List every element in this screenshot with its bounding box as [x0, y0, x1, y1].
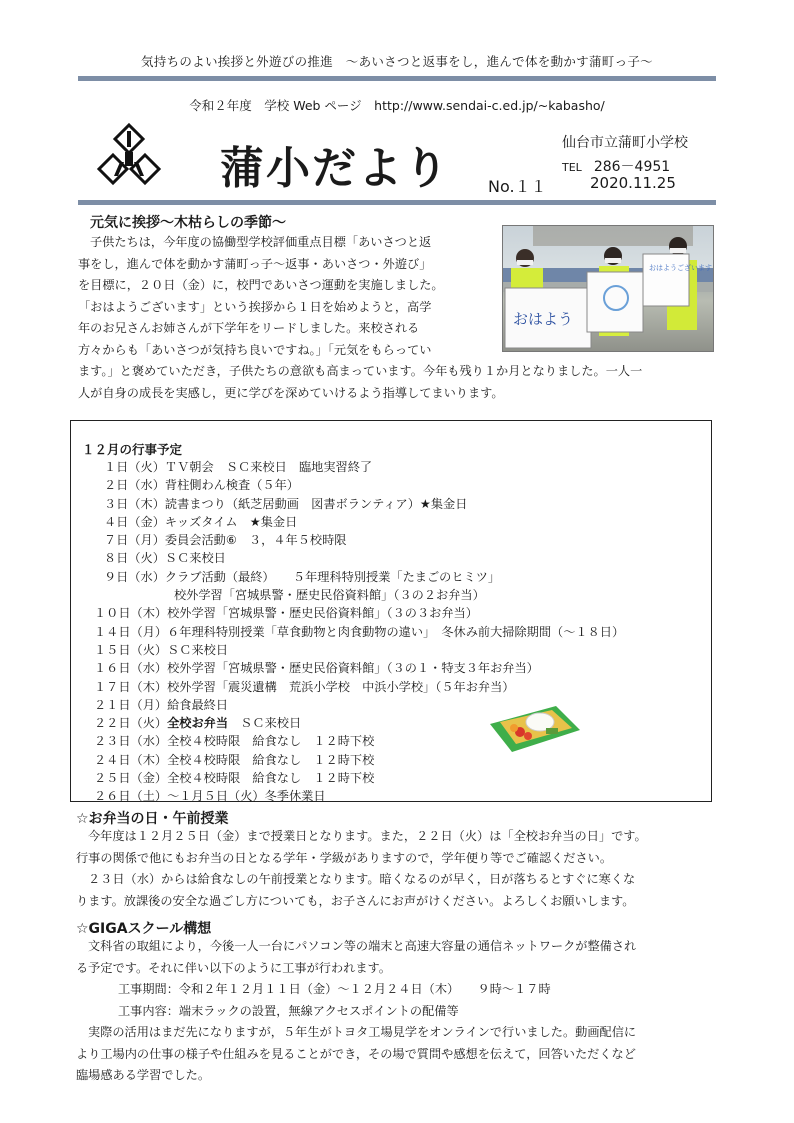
paragraph-line: 人が自身の成長を実感し，更に学びを深めていけるよう指導してまいります。	[78, 385, 504, 400]
schedule-item-bento-day	[94, 714, 704, 732]
construction-period: 工事期間：令和２年１２月１１日（金）～１２月２４日（木） ９時～１７時	[118, 982, 551, 996]
paragraph-line: 方々からも「あいさつが気持ち良いですね。」「元気をもらってい	[78, 342, 432, 357]
paragraph-line: 事をし，進んで体を動かす蒲町っ子～返事・あいさつ・外遊び」	[78, 256, 432, 271]
paragraph-line: 文科省の取組により，今後一人一台にパソコン等の端末と高速大容量の通信ネットワークが整備され	[88, 939, 637, 953]
school-phone	[562, 156, 670, 176]
paragraph-line: 子供たちは，今年度の協働型学校評価重点目標「あいさつと返	[90, 235, 432, 249]
paragraph-line: ります。放課後の安全な過ごし方についても，お子さんにお声がけください。よろしくお願いします。	[76, 893, 635, 908]
schedule-item: ９日（水）クラブ活動（最終） ５年理科特別授業「たまごのヒミツ」	[104, 569, 501, 584]
schedule-item: ２５日（金）全校４校時限 給食なし １２時下校	[94, 771, 375, 786]
school-name: 仙台市立蒲町小学校	[562, 135, 688, 151]
greeting-paragraph-wide	[78, 361, 718, 404]
bento-day-paragraph	[76, 826, 720, 912]
school-web-line: 令和２年度 学校 Web ページ http://www.sendai-c.ed.jp/~kabasho/	[189, 98, 605, 113]
greeting-heading: 元気に挨拶～木枯らしの季節～	[90, 215, 286, 231]
schedule-item: ８日（火）ＳＣ来校日	[104, 551, 226, 566]
schedule-item-bold: 全校お弁当	[167, 716, 229, 731]
paragraph-line: る予定です。それに伴い以下のように工事が行われます。	[76, 960, 391, 975]
paragraph-line: 実際の活用はまだ先になりますが，５年生がトヨタ工場見学をオンラインで行いました。動画配信に	[88, 1025, 637, 1039]
giga-school-paragraph	[76, 936, 720, 1087]
header-top-rule	[78, 76, 716, 81]
schedule-list	[94, 458, 704, 806]
paragraph-line: 年のお兄さんお姉さんが下学年をリードしました。来校される	[78, 321, 420, 335]
schedule-item: １６日（水）校外学習「宮城県警・歴史民俗資料館」（３の１・特支３年お弁当）	[94, 661, 539, 676]
schedule-item-rest: ＳＣ来校日	[228, 716, 302, 731]
bento-box-icon	[486, 702, 582, 754]
greeting-campaign-photo	[502, 225, 714, 352]
schedule-item: １０日（木）校外学習「宮城県警・歴史民俗資料館」（３の３お弁当）	[94, 606, 478, 621]
schedule-item: ４日（金）キッズタイム ★集金日	[104, 514, 298, 529]
schedule-item: 校外学習「宮城県警・歴史民俗資料館」（３の２お弁当）	[174, 588, 485, 603]
greeting-paragraph-narrow	[78, 232, 488, 361]
issue-date: 2020.11.25	[590, 174, 676, 192]
schedule-item: ７日（月）委員会活動⑥ ３，４年５校時限	[104, 533, 347, 548]
schedule-heading: １２月の行事予定	[82, 442, 183, 457]
schedule-item: ２日（水）背柱側わん検査（５年）	[104, 478, 299, 493]
tel-label: TEL	[562, 161, 582, 174]
paragraph-line: 臨場感ある学習でした。	[76, 1068, 211, 1082]
newsletter-title: 蒲小だより	[220, 143, 450, 194]
paragraph-line: 「おはようございます」という挨拶から１日を始めようと，高学	[78, 299, 432, 314]
schedule-item: １７日（木）校外学習「震災遺構 荒浜小学校 中浜小学校」（５年お弁当）	[94, 679, 515, 694]
school-emblem-icon	[96, 122, 162, 188]
schedule-item: １４日（月）６年理科特別授業「草食動物と肉食動物の違い」 冬休み前大掃除期間（～１８日）	[94, 624, 625, 639]
schedule-item: １５日（火）ＳＣ来校日	[94, 642, 229, 657]
schedule-item: ２３日（水）全校４校時限 給食なし １２時下校	[94, 734, 375, 749]
schedule-item: ２６日（土）～１月５日（火）冬季休業日	[94, 789, 326, 804]
schedule-item: ２１日（月）給食最終日	[94, 697, 229, 712]
paragraph-line: ２３日（水）からは給食なしの午前授業となります。暗くなるのが早く，日が落ちるとすぐに寒くな	[88, 872, 636, 886]
tel-number: 286－4951	[593, 159, 671, 175]
photo-sign-text: おはよう	[513, 310, 574, 328]
paragraph-line: より工場内の仕事の様子や仕組みを見ることができ，その場で質問や感想を伝えて，回答いただくなど	[76, 1046, 636, 1061]
issue-number: No.１１	[488, 177, 547, 196]
paragraph-line: ます。」と褒めていただき，子供たちの意欲も高まっています。今年も残り１か月となりました。一人一	[78, 364, 643, 378]
photo-sign-text-2: おはようございます	[649, 264, 712, 272]
schedule-item: ２４日（木）全校４校時限 給食なし １２時下校	[94, 752, 375, 767]
paragraph-line: 今年度は１２月２５日（金）まで授業日となります。また，２２日（火）は「全校お弁当の日」です。	[88, 829, 647, 843]
paragraph-line: を目標に，２０日（金）に，校門であいさつ運動を実施しました。	[78, 278, 444, 292]
schedule-item: ３日（木）読書まつり（紙芝居動画 図書ボランティア）★集金日	[104, 496, 468, 511]
bento-day-heading: ☆お弁当の日・午前授業	[76, 811, 229, 827]
schedule-item: １日（火）ＴＶ朝会 ＳＣ来校日 臨地実習終了	[104, 460, 373, 474]
header-bottom-rule	[78, 200, 716, 205]
construction-details: 工事内容：端末ラックの設置，無線アクセスポイントの配備等	[118, 1003, 459, 1018]
paragraph-line: 行事の関係で他にもお弁当の日となる学年・学級がありますので，学年便り等でご確認ください。	[76, 850, 613, 865]
schedule-item-date: ２２日（火）	[94, 716, 168, 731]
giga-school-heading: ☆GIGAスクール構想	[76, 921, 212, 937]
header-tagline: 気持ちのよい挨拶と外遊びの推進 ～あいさつと返事をし，進んで体を動かす蒲町っ子～	[140, 54, 653, 69]
